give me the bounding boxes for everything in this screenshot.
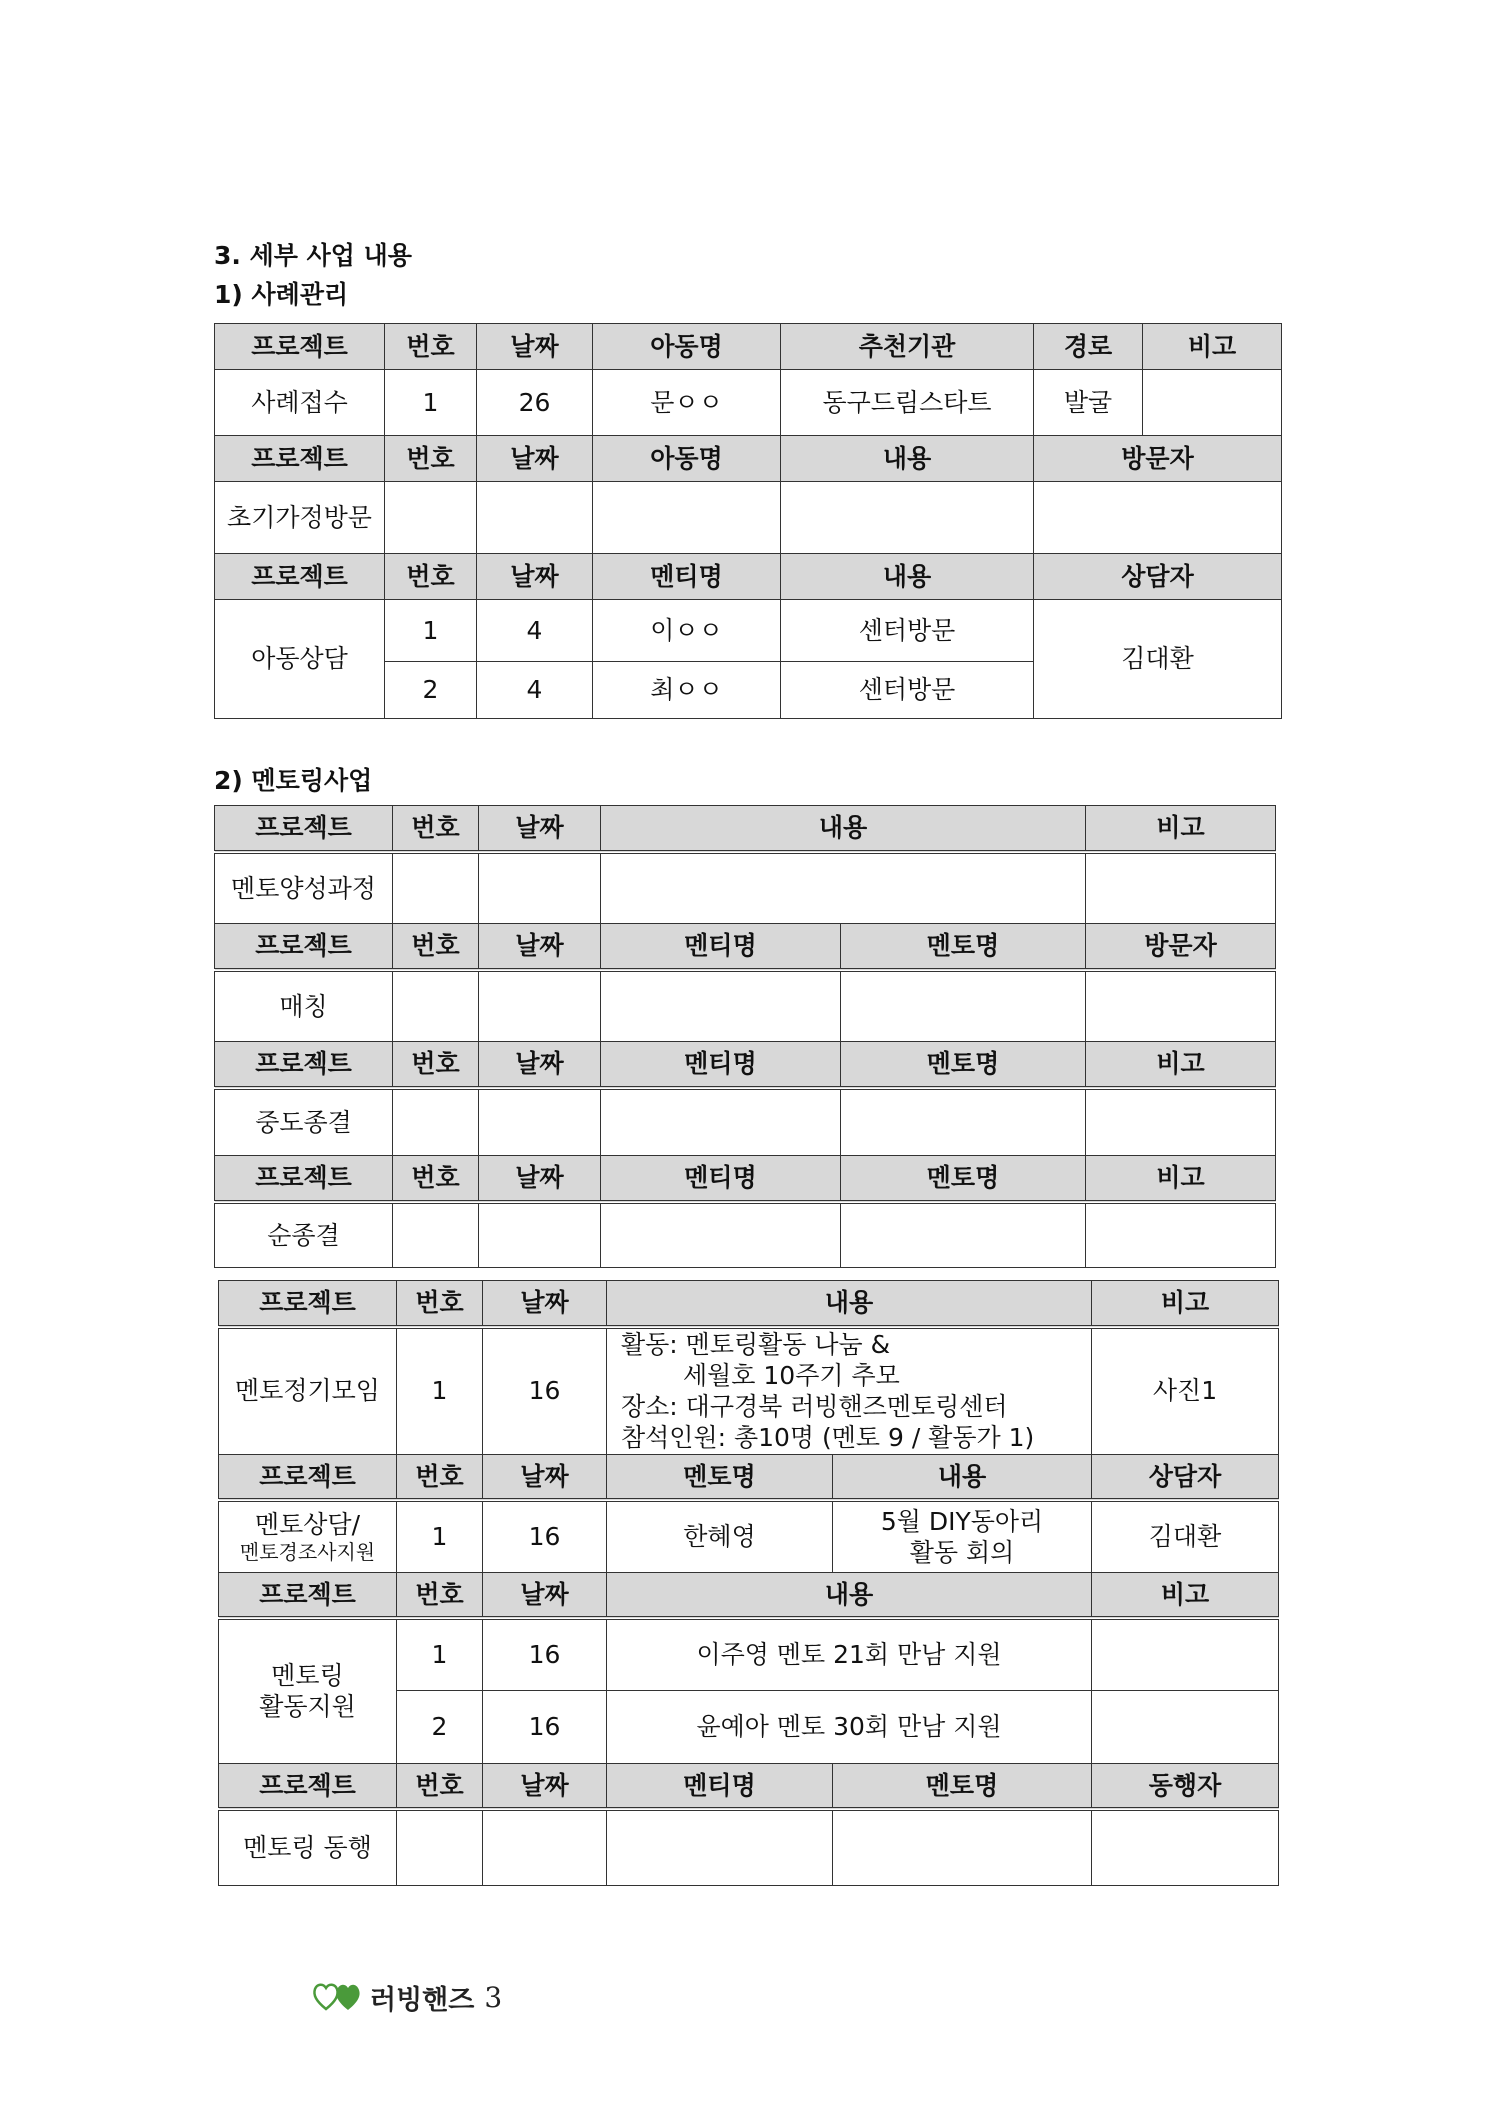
header-cell: 프로젝트	[219, 1572, 397, 1618]
content-cell	[833, 1500, 1092, 1572]
project-line: 멘토경조사지원	[239, 1539, 376, 1564]
date-cell: 4	[477, 662, 593, 719]
content-line: 활동 회의	[909, 1537, 1015, 1567]
project-cell: 아동상담	[215, 600, 385, 719]
header-cell: 프로젝트	[219, 1454, 397, 1500]
subsection-title-case: 1) 사례관리	[214, 280, 349, 309]
header-cell: 날짜	[479, 1042, 601, 1088]
header-cell: 번호	[385, 554, 477, 600]
project-cell	[219, 1618, 397, 1763]
header-cell: 날짜	[483, 1454, 607, 1500]
mentoring-table-a	[214, 805, 1276, 1268]
empty-cell	[397, 1809, 483, 1885]
mentor-cell: 한혜영	[607, 1500, 833, 1572]
project-cell	[219, 1500, 397, 1572]
header-cell: 프로젝트	[215, 924, 393, 970]
empty-cell	[601, 852, 1086, 924]
header-cell: 동행자	[1092, 1763, 1279, 1809]
header-cell: 비고	[1086, 1042, 1276, 1088]
table-row	[219, 1809, 1279, 1885]
empty-cell	[479, 970, 601, 1042]
empty-cell	[1092, 1809, 1279, 1885]
header-cell: 멘티명	[601, 1156, 841, 1202]
table-row	[215, 852, 1276, 924]
table-row	[219, 1327, 1279, 1455]
footer-brand: 러빙핸즈	[370, 1985, 475, 2016]
empty-cell	[601, 1202, 841, 1268]
subsection-title-mentoring: 2) 멘토링사업	[214, 766, 373, 795]
header-cell: 방문자	[1086, 924, 1276, 970]
mentoring-table-b	[218, 1280, 1279, 1886]
empty-cell	[841, 1202, 1086, 1268]
header-cell: 멘티명	[601, 1042, 841, 1088]
table-header-row	[219, 1454, 1279, 1500]
table-header-row	[219, 1572, 1279, 1618]
table-header-row	[215, 554, 1282, 600]
content-line: 참석인원: 총10명 (멘토 9 / 활동가 1)	[621, 1423, 1035, 1453]
empty-cell	[601, 970, 841, 1042]
table-row	[219, 1618, 1279, 1690]
header-cell: 멘토명	[841, 1156, 1086, 1202]
empty-cell	[385, 482, 477, 554]
header-cell: 날짜	[479, 924, 601, 970]
content-line: 세월호 10주기 추모	[683, 1360, 900, 1390]
date-cell: 16	[483, 1327, 607, 1455]
empty-cell	[483, 1809, 607, 1885]
project-cell: 순종결	[215, 1202, 393, 1268]
header-cell: 내용	[607, 1281, 1092, 1327]
header-cell: 번호	[385, 436, 477, 482]
table-row	[215, 1202, 1276, 1268]
empty-cell	[833, 1809, 1092, 1885]
header-cell: 번호	[397, 1454, 483, 1500]
header-cell: 프로젝트	[215, 554, 385, 600]
header-cell: 멘티명	[593, 554, 781, 600]
table-header-row	[215, 324, 1282, 370]
header-cell: 멘토명	[841, 1042, 1086, 1088]
header-cell: 번호	[397, 1281, 483, 1327]
header-cell: 날짜	[479, 806, 601, 852]
project-cell: 초기가정방문	[215, 482, 385, 554]
date-cell: 26	[477, 370, 593, 436]
content-line: 활동: 멘토링활동 나눔 &	[621, 1329, 891, 1359]
header-cell: 내용	[781, 554, 1034, 600]
project-line: 멘토상담/	[254, 1509, 361, 1539]
section-title: 3. 세부 사업 내용	[214, 241, 412, 270]
header-cell: 내용	[607, 1572, 1092, 1618]
project-cell: 멘토링 동행	[219, 1809, 397, 1885]
empty-cell	[1092, 1618, 1279, 1690]
page-number: 3	[484, 1981, 503, 2014]
header-cell: 비고	[1143, 324, 1282, 370]
empty-cell	[1086, 1202, 1276, 1268]
content-cell	[607, 1327, 1092, 1455]
content-line: 5월 DIY동아리	[880, 1506, 1044, 1536]
project-line: 멘토링	[271, 1661, 344, 1690]
date-cell: 4	[477, 600, 593, 662]
header-cell: 멘토명	[607, 1454, 833, 1500]
header-cell: 비고	[1092, 1281, 1279, 1327]
mentee-cell: 이ㅇㅇ	[593, 600, 781, 662]
child-name-cell: 문ㅇㅇ	[593, 370, 781, 436]
empty-cell	[593, 482, 781, 554]
table-header-row	[215, 436, 1282, 482]
header-cell: 멘토명	[833, 1763, 1092, 1809]
header-cell: 프로젝트	[215, 436, 385, 482]
note-cell: 사진1	[1092, 1327, 1279, 1455]
header-cell: 상담자	[1092, 1454, 1279, 1500]
project-cell: 멘토정기모임	[219, 1327, 397, 1455]
table-row	[215, 370, 1282, 436]
project-line: 활동지원	[259, 1692, 356, 1722]
empty-cell	[781, 482, 1034, 554]
table-header-row	[215, 924, 1276, 970]
header-cell: 추천기관	[781, 324, 1034, 370]
project-cell: 매칭	[215, 970, 393, 1042]
table-header-row	[215, 806, 1276, 852]
project-cell: 사례접수	[215, 370, 385, 436]
header-cell: 방문자	[1034, 436, 1282, 482]
empty-cell	[393, 852, 479, 924]
empty-cell	[393, 1088, 479, 1156]
header-cell: 날짜	[483, 1572, 607, 1618]
project-cell: 멘토양성과정	[215, 852, 393, 924]
header-cell: 경로	[1034, 324, 1143, 370]
header-cell: 비고	[1086, 1156, 1276, 1202]
content-cell: 센터방문	[781, 662, 1034, 719]
header-cell: 프로젝트	[215, 806, 393, 852]
header-cell: 번호	[393, 806, 479, 852]
header-cell: 내용	[601, 806, 1086, 852]
number-cell: 2	[397, 1690, 483, 1763]
header-cell: 멘티명	[601, 924, 841, 970]
table-row	[215, 1088, 1276, 1156]
project-cell: 중도종결	[215, 1088, 393, 1156]
date-cell: 16	[483, 1618, 607, 1690]
route-cell: 발굴	[1034, 370, 1143, 436]
hearts-logo-icon	[312, 1979, 366, 2017]
empty-cell	[607, 1809, 833, 1885]
header-cell: 상담자	[1034, 554, 1282, 600]
number-cell: 1	[385, 370, 477, 436]
header-cell: 멘티명	[607, 1763, 833, 1809]
header-cell: 번호	[393, 924, 479, 970]
table-header-row	[215, 1156, 1276, 1202]
table-header-row	[215, 1042, 1276, 1088]
number-cell: 1	[385, 600, 477, 662]
empty-cell	[841, 1088, 1086, 1156]
table-row	[219, 1500, 1279, 1572]
number-cell: 1	[397, 1500, 483, 1572]
header-cell: 내용	[833, 1454, 1092, 1500]
header-cell: 날짜	[479, 1156, 601, 1202]
empty-cell	[479, 1202, 601, 1268]
header-cell: 날짜	[483, 1281, 607, 1327]
header-cell: 날짜	[477, 436, 593, 482]
counselor-cell: 김대환	[1092, 1500, 1279, 1572]
empty-cell	[393, 970, 479, 1042]
header-cell: 프로젝트	[215, 1156, 393, 1202]
table-row	[215, 482, 1282, 554]
counselor-cell: 김대환	[1034, 600, 1282, 719]
page-footer	[312, 1978, 502, 2017]
header-cell: 비고	[1086, 806, 1276, 852]
date-cell: 16	[483, 1690, 607, 1763]
header-cell: 멘토명	[841, 924, 1086, 970]
agency-cell: 동구드림스타트	[781, 370, 1034, 436]
table-row	[215, 600, 1282, 662]
header-cell: 아동명	[593, 436, 781, 482]
content-cell: 이주영 멘토 21회 만남 지원	[607, 1618, 1092, 1690]
empty-cell	[1086, 852, 1276, 924]
empty-cell	[393, 1202, 479, 1268]
header-cell: 번호	[385, 324, 477, 370]
table-row	[215, 970, 1276, 1042]
header-cell: 프로젝트	[219, 1763, 397, 1809]
header-cell: 번호	[397, 1763, 483, 1809]
header-cell: 아동명	[593, 324, 781, 370]
header-cell: 비고	[1092, 1572, 1279, 1618]
empty-cell	[1034, 482, 1282, 554]
header-cell: 프로젝트	[215, 1042, 393, 1088]
header-cell: 프로젝트	[215, 324, 385, 370]
number-cell: 2	[385, 662, 477, 719]
note-cell	[1143, 370, 1282, 436]
header-cell: 번호	[393, 1156, 479, 1202]
empty-cell	[479, 1088, 601, 1156]
empty-cell	[841, 970, 1086, 1042]
header-cell: 날짜	[477, 324, 593, 370]
header-cell: 번호	[397, 1572, 483, 1618]
content-cell: 센터방문	[781, 600, 1034, 662]
case-management-table	[214, 323, 1282, 719]
empty-cell	[1092, 1690, 1279, 1763]
empty-cell	[477, 482, 593, 554]
table-header-row	[219, 1763, 1279, 1809]
header-cell: 날짜	[477, 554, 593, 600]
number-cell: 1	[397, 1327, 483, 1455]
header-cell: 내용	[781, 436, 1034, 482]
empty-cell	[601, 1088, 841, 1156]
empty-cell	[479, 852, 601, 924]
header-cell: 번호	[393, 1042, 479, 1088]
empty-cell	[1086, 970, 1276, 1042]
table-header-row	[219, 1281, 1279, 1327]
date-cell: 16	[483, 1500, 607, 1572]
header-cell: 날짜	[483, 1763, 607, 1809]
content-cell: 윤예아 멘토 30회 만남 지원	[607, 1690, 1092, 1763]
empty-cell	[1086, 1088, 1276, 1156]
header-cell: 프로젝트	[219, 1281, 397, 1327]
content-line: 장소: 대구경북 러빙핸즈멘토링센터	[621, 1392, 1008, 1421]
number-cell: 1	[397, 1618, 483, 1690]
mentee-cell: 최ㅇㅇ	[593, 662, 781, 719]
